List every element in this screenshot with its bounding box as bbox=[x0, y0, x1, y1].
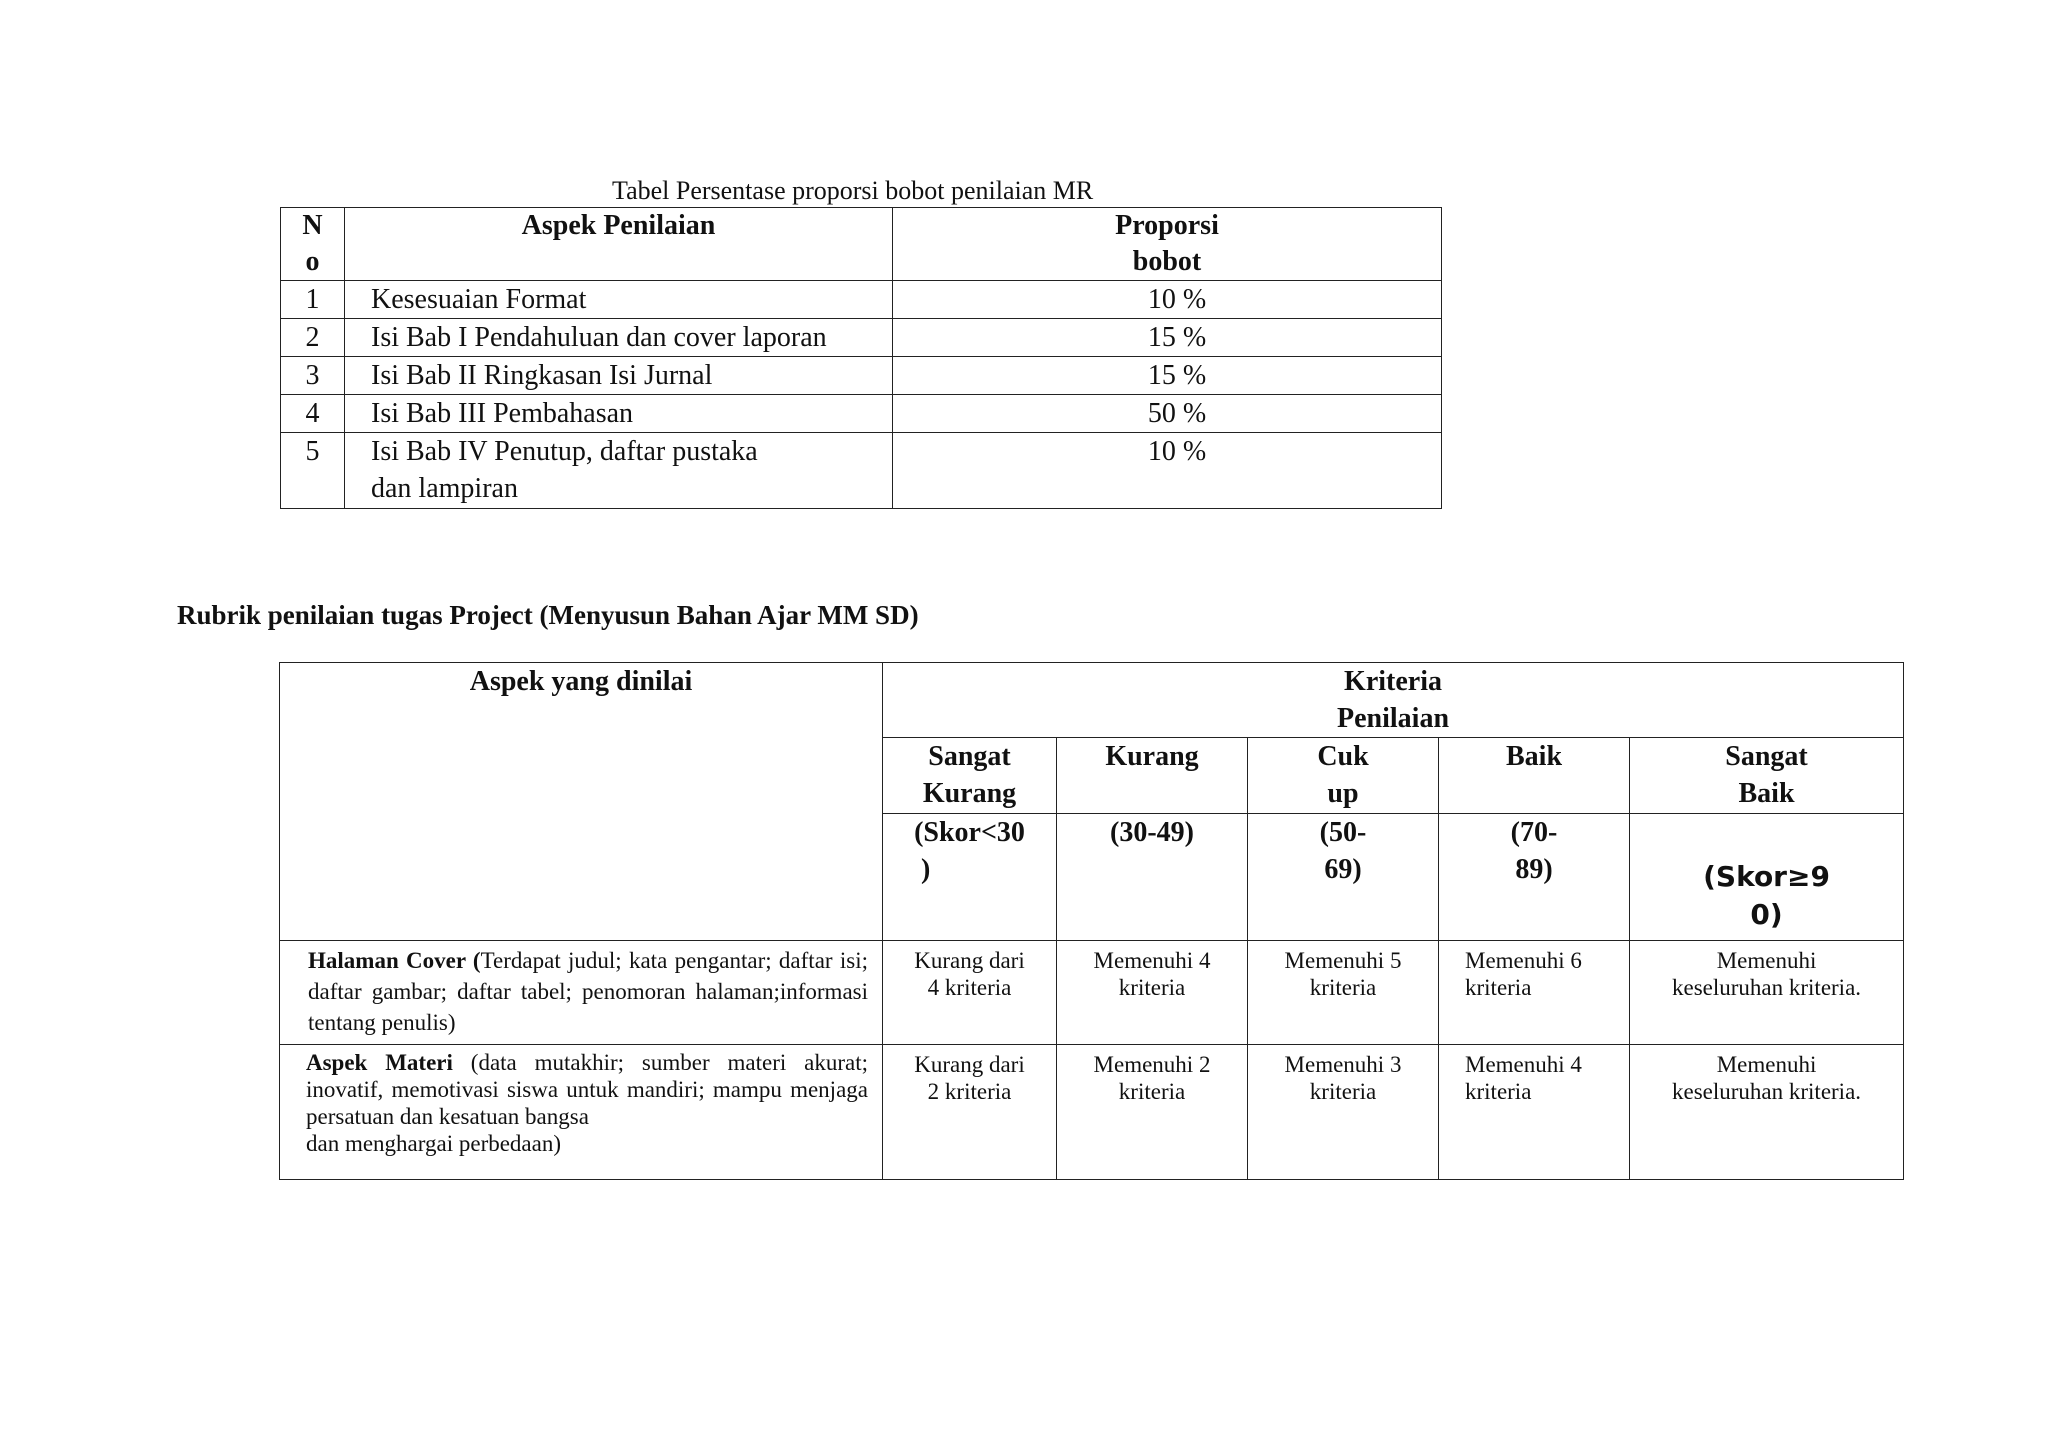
cell-bobot: 50 % bbox=[893, 395, 1442, 433]
score-sangat-kurang: (Skor<30 ) bbox=[883, 814, 1057, 941]
cell-aspek: Isi Bab IV Penutup, daftar pustaka dan lampiran bbox=[345, 433, 893, 509]
criteria-cell: Memenuhi 5 kriteria bbox=[1248, 941, 1439, 1045]
criteria-cell: Memenuhi 6 kriteria bbox=[1439, 941, 1630, 1045]
cell-aspek: Isi Bab III Pembahasan bbox=[345, 395, 893, 433]
rubric-header-row bbox=[280, 663, 1904, 738]
table-row bbox=[281, 357, 1442, 395]
cell-no: 1 bbox=[281, 281, 345, 319]
criteria-cell: Memenuhi keseluruhan kriteria. bbox=[1630, 941, 1904, 1045]
header-kriteria: Kriteria Penilaian bbox=[883, 663, 1904, 738]
table-row bbox=[281, 319, 1442, 357]
criteria-cell: Memenuhi 2 kriteria bbox=[1057, 1045, 1248, 1180]
cell-aspek: Isi Bab I Pendahuluan dan cover laporan bbox=[345, 319, 893, 357]
rubric-row bbox=[280, 941, 1904, 1045]
score-sangat-baik: (Skor≥9 0) bbox=[1630, 814, 1904, 941]
rubric-row bbox=[280, 1045, 1904, 1180]
level-kurang: Kurang bbox=[1057, 738, 1248, 814]
weight-table bbox=[280, 207, 1442, 509]
table-row bbox=[281, 395, 1442, 433]
cell-no: 3 bbox=[281, 357, 345, 395]
cell-aspek: Kesesuaian Format bbox=[345, 281, 893, 319]
header-proporsi: Proporsi bobot bbox=[893, 208, 1442, 281]
criteria-cell: Kurang dari 4 kriteria bbox=[883, 941, 1057, 1045]
score-cukup: (50- 69) bbox=[1248, 814, 1439, 941]
score-kurang: (30-49) bbox=[1057, 814, 1248, 941]
section-title: Rubrik penilaian tugas Project (Menyusun Bahan Ajar MM SD) bbox=[177, 600, 919, 630]
cell-no: 4 bbox=[281, 395, 345, 433]
cell-bobot: 15 % bbox=[893, 319, 1442, 357]
table1-caption: Tabel Persentase proporsi bobot penilaian MR bbox=[612, 176, 1094, 205]
cell-bobot: 10 % bbox=[893, 433, 1442, 509]
aspect-cell: Aspek Materi (data mutakhir; sumber materi akurat; inovatif, memotivasi siswa untuk mandiri; mampu menjaga persatuan dan kesatuan bangsa dan menghargai perbedaan) bbox=[280, 1045, 883, 1180]
score-baik: (70- 89) bbox=[1439, 814, 1630, 941]
aspect-cell: Halaman Cover (Terdapat judul; kata pengantar; daftar isi; daftar gambar; daftar tabel; penomoran halaman;informasi tentang penulis) bbox=[280, 941, 883, 1045]
criteria-cell: Memenuhi keseluruhan kriteria. bbox=[1630, 1045, 1904, 1180]
header-aspek-dinilai: Aspek yang dinilai bbox=[280, 663, 883, 941]
cell-aspek: Isi Bab II Ringkasan Isi Jurnal bbox=[345, 357, 893, 395]
level-sangat-baik: Sangat Baik bbox=[1630, 738, 1904, 814]
criteria-cell: Memenuhi 4 kriteria bbox=[1057, 941, 1248, 1045]
level-cukup: Cuk up bbox=[1248, 738, 1439, 814]
cell-bobot: 10 % bbox=[893, 281, 1442, 319]
level-baik: Baik bbox=[1439, 738, 1630, 814]
table-row bbox=[281, 281, 1442, 319]
header-no: N o bbox=[281, 208, 345, 281]
table-header-row bbox=[281, 208, 1442, 281]
criteria-cell: Memenuhi 3 kriteria bbox=[1248, 1045, 1439, 1180]
table-row bbox=[281, 433, 1442, 509]
level-sangat-kurang: Sangat Kurang bbox=[883, 738, 1057, 814]
criteria-cell: Memenuhi 4 kriteria bbox=[1439, 1045, 1630, 1180]
criteria-cell: Kurang dari 2 kriteria bbox=[883, 1045, 1057, 1180]
cell-bobot: 15 % bbox=[893, 357, 1442, 395]
cell-no: 5 bbox=[281, 433, 345, 509]
rubric-table bbox=[279, 662, 1904, 1180]
cell-no: 2 bbox=[281, 319, 345, 357]
header-aspek: Aspek Penilaian bbox=[345, 208, 893, 281]
